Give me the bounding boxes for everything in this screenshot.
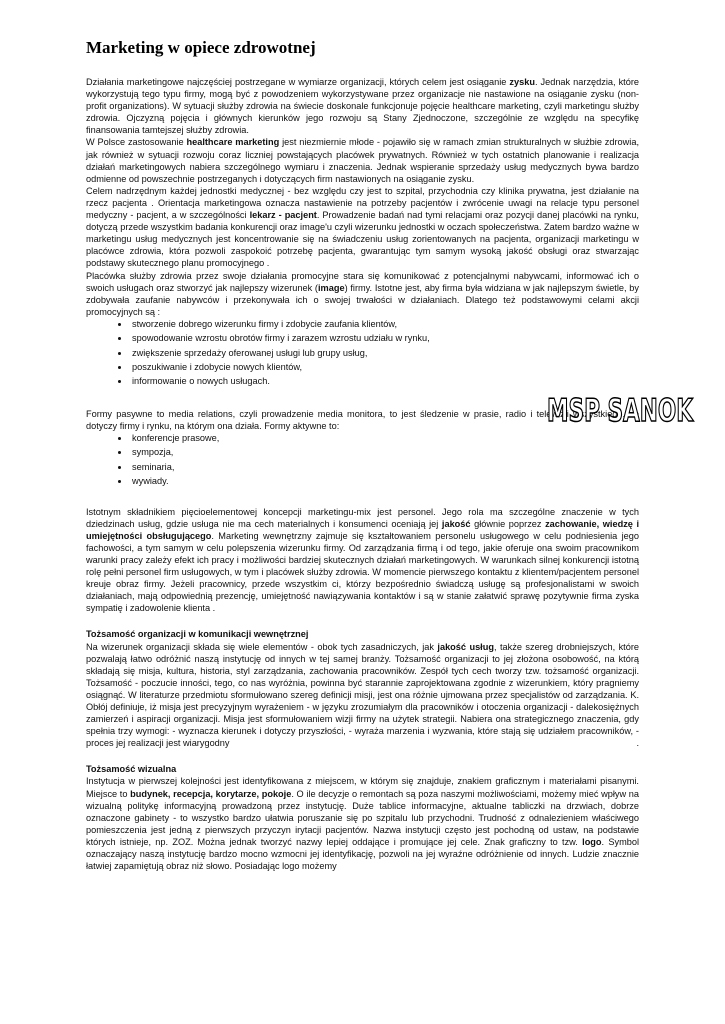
list-item: • spowodowanie wzrostu obrotów firmy i zarazem wzrostu udziału w rynku, bbox=[130, 332, 639, 344]
paragraph-intro: Działania marketingowe najczęściej postrzegane w wymiarze organizacji, których celem jest osiąganie zysku. Jednak narzędzia, które wykorzystują tego typu firmy, mogą być z powodzeniem wykorzystywane przez organizacje nie nastawione na osiąganie zysku (non-profit organizations). W sytuacji służby zdrowia na świecie doskonale funkcjonuje pojęcie healthcare marketing, czyli marketingu służby zdrowia. Ojczyzną pojęcia i głównych kierunków jego rozwoju są Stany Zjednoczone, szczególnie ze względu na specyfikę finansowania tamtejszej służby zdrowia. bbox=[86, 77, 639, 136]
paragraph-goal: Celem nadrzędnym każdej jednostki medycznej - bez względu czy jest to szpital, przychodnia czy klinika prywatna, jest działanie na rzecz pacjenta . Orientacja marketingowa oznacza nastawienie na potrzeby pacjentów i zwrócenie uwagi na relacje typu personel medyczny - pacjent, a w szczególności lekarz - pacjent. Prowadzenie badań nad tymi relacjami oraz pozycji danej placówki na rynku, dotyczą przede wszystkim badania konkurencji oraz image'u czyli wizerunku jednostki w oczach społeczeństwa. Zatem bardzo ważne w marketingu usług medycznych jest koncentrowanie się na świadczeniu usług zorientowanych na pacjenta, organizacji marketingu w placówce zdrowia, która pozwoli zaspokoić potrzebę pacjenta, gwarantując tym samym wysoką jakość obsługi oraz stwarzając podstawy skutecznego planu promocyjnego . bbox=[86, 185, 639, 269]
paragraph-poland: W Polsce zastosowanie healthcare marketing jest niezmiernie młode - pojawiło się w ramach zmian strukturalnych w służbie zdrowia, jak również w sytuacji rozwoju coraz liczniej powstających placówek prywatnych. Również w tych ostatnich planowanie i realizacja działań marketingowych nabiera szczególnego wymiaru i znaczenia. Jednak wspieranie sprzedaży usług medycznych bywa bardzo odmienne od powszechnie postrzeganych i dotyczących firm nastawionych na osiąganie zysku. bbox=[86, 137, 639, 184]
paragraph-personnel: Istotnym składnikiem pięcioelementowej koncepcji marketingu-mix jest personel. Jego rola ma szczególne znaczenie w tych dziedzinach usług, gdzie usługa nie ma cech materialnych i konsumenci oceniają jej jakość głównie poprzez zachowanie, wiedzę i umiejętności obsługującego. Marketing wewnętrzny zajmuje się kształtowaniem personelu usługowego w celu podniesienia jego fachowości, a tym samym w celu polepszenia wizerunku firmy. Od zarządzania firmą i od tego, jakie oferuje ona swoim pracownikom warunki pracy zależy efekt ich pracy i możliwości bardziej skutecznych działań marketingowych. W warunkach silnej konkurencji istotną rolę pełni personel firm usługowych, w tym i placówek służby zdrowia. W momencie pierwszego kontaktu z klientem/pacjentem personel kreuje obraz firmy. Jeżeli pracownicy, przede wszystkim ci, którzy bezpośrednio świadczą usługę są profesjonalistami w swoich działaniach, mają odpowiednią prezencję, umiejętność nawiązywania kontaktów i są w stanie załatwić sprawę pozytywnie firma zyska sympatię i zadowolenie klienta . bbox=[86, 506, 640, 614]
list-item: • seminaria, bbox=[130, 461, 639, 473]
paragraph-identity: Na wizerunek organizacji składa się wiele elementów - obok tych zasadniczych, jak jakość usług, także szereg drobniejszych, które pozwalają łatwo odróżnić naszą instytucję od innych w tej samej branży. Tożsamość organizacji to jej złożona osobowość, na którą składają się misja, kultura, historia, styl zarządzania, zachowania pracowników. Zespół tych cech tworzy tzw. tożsamość organizacji. Tożsamość - poczucie inności, tego, co nas wyróżnia, powinna być starannie zaprojektowana zgodnie z wizerunkiem, który pragniemy osiągnąć. W literaturze przedmiotu sformułowano szereg definicji misji, jest ona różnie ujmowana przez specjalistów od zarządzania. K. Obłój definiuje, iż misja jest precyzyjnym wyrażeniem - w języku zrozumiałym dla pracowników i otoczenia organizacji - dalekosiężnych zamierzeń i aspiracji organizacji. Misja jest sformułowaniem wizji firmy na użytek strategii. Nabiera ona strategicznego znaczenia, gdy spełnia trzy wymogi: - wyznacza kierunek i dotyczy przyszłości, - wyraża marzenia i wyzwania, które stają się udziałem pracowników, - proces jej realizacji jest wiarygodny . bbox=[86, 641, 640, 749]
section-title-visual: Tożsamość wizualna bbox=[86, 764, 177, 775]
promotion-goals-list bbox=[86, 318, 639, 388]
msp-sanok-stamp bbox=[545, 392, 695, 428]
list-item: • informowanie o nowych usługach. bbox=[130, 375, 639, 387]
paragraph-visual: Instytucja w pierwszej kolejności jest identyfikowana z miejscem, w którym się znajduje, znakiem graficznym i materiałami pisanymi. Miejsce to budynek, recepcja, korytarze, pokoje. O ile decyzje o remontach są poza naszymi możliwościami, możemy mieć wpływ na wizualną politykę informacyjną prowadzoną przez instytucję. Duże tablice informacyjne, aktualne tabliczki na drzwiach, dobrze oznaczone gabinety - to wszystko bardzo ułatwia poruszanie się po szpitalu lub przychodni. Trudność z odnalezieniem właściwego pomieszczenia jest jedną z pierwszych przyczyn irytacji pacjentów. Nazwa instytucji często jest pochodną od ustaw, na podstawie których istnieje, np. ZOZ. Można jednak tworzyć nazwy lepiej oddające i promujące jej cele. Znak graficzny to tzw. logo. Symbol oznaczający naszą instytucję bardzo mocno wzmocni jej identyfikację, pozwoli na jej wyraźne odróżnienie od innych. Ludzie znacznie łatwiej zapamiętują obraz niż słowo. Posiadając logo możemy bbox=[86, 776, 639, 872]
list-item: • konferencje prasowe, bbox=[130, 432, 639, 444]
paragraph-promotion: Placówka służby zdrowia przez swoje działania promocyjne stara się komunikować z potencjalnymi nabywcami, informować ich o swoich usługach oraz stworzyć jak najlepszy wizerunek (image) firmy. Istotne jest, aby firma była widziana w jak najlepszym świetle, by zdobywała zaufanie nabywców i przekonywała ich o swojej trwałości w działaniach. Dlatego też podstawowymi celami akcji promocyjnych są : bbox=[86, 270, 639, 317]
list-item: • sympozja, bbox=[130, 446, 639, 458]
list-item: • wywiady. bbox=[130, 475, 639, 487]
paragraph-forms: Formy pasywne to media relations, czyli prowadzenie media monitora, to jest śledzenie w prasie, radio i telewizji wszystkiego, co dotyczy firmy i rynku, na którym ona działa. Formy aktywne to: bbox=[86, 408, 639, 431]
stamp-text: MSP SANOK bbox=[547, 393, 694, 428]
section-title-identity: Tożsamość organizacji w komunikacji wewnętrznej bbox=[86, 629, 309, 640]
active-forms-list bbox=[86, 432, 639, 487]
page-title: Marketing w opiece zdrowotnej bbox=[86, 38, 316, 57]
list-item: • stworzenie dobrego wizerunku firmy i zdobycie zaufania klientów, bbox=[130, 318, 639, 330]
stamp-graphic bbox=[545, 392, 695, 428]
list-item: • poszukiwanie i zdobycie nowych klientów, bbox=[130, 361, 639, 373]
list-item: • zwiększenie sprzedaży oferowanej usługi lub grupy usług, bbox=[130, 347, 639, 359]
